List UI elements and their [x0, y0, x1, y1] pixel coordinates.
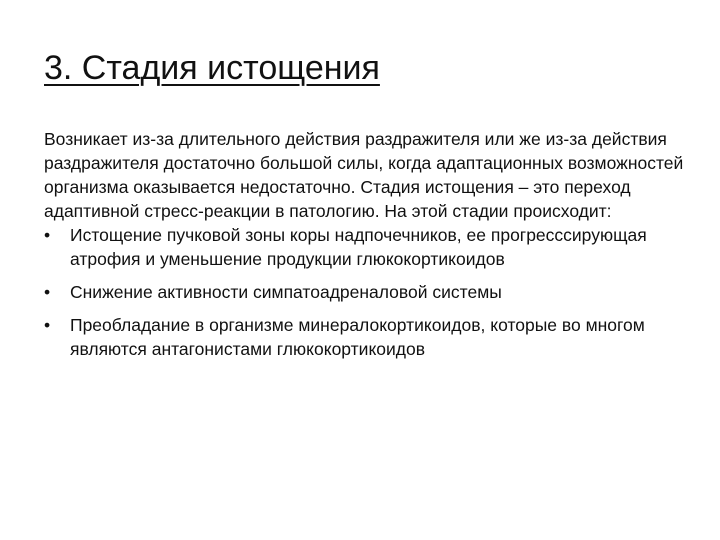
slide-content	[44, 127, 684, 370]
bullet-list	[44, 223, 684, 361]
bullet-text: Снижение активности симпатоадреналовой системы	[70, 282, 502, 302]
bullet-item	[44, 280, 684, 304]
bullet-marker: •	[44, 282, 51, 302]
bullet-marker: •	[44, 225, 51, 245]
bullet-item	[44, 223, 684, 271]
bullet-marker: •	[44, 315, 51, 335]
bullet-text: Преобладание в организме минералокортикоидов, которые во многом являются антагонистами глюкокортикоидов	[70, 315, 645, 359]
bullet-item	[44, 313, 684, 361]
intro-paragraph: Возникает из-за длительного действия раздражителя или же из-за действия раздражителя достаточно большой силы, когда адаптационных возможностей организма оказывается недостаточно. Стадия истощения – это переход адаптивной стресс-реакции в патологию. На этой стадии происходит:	[44, 129, 684, 221]
slide-title: 3. Стадия истощения	[44, 49, 380, 87]
bullet-text: Истощение пучковой зоны коры надпочечников, ее прогресссирующая атрофия и уменьшение продукции глюкокортикоидов	[70, 225, 647, 269]
